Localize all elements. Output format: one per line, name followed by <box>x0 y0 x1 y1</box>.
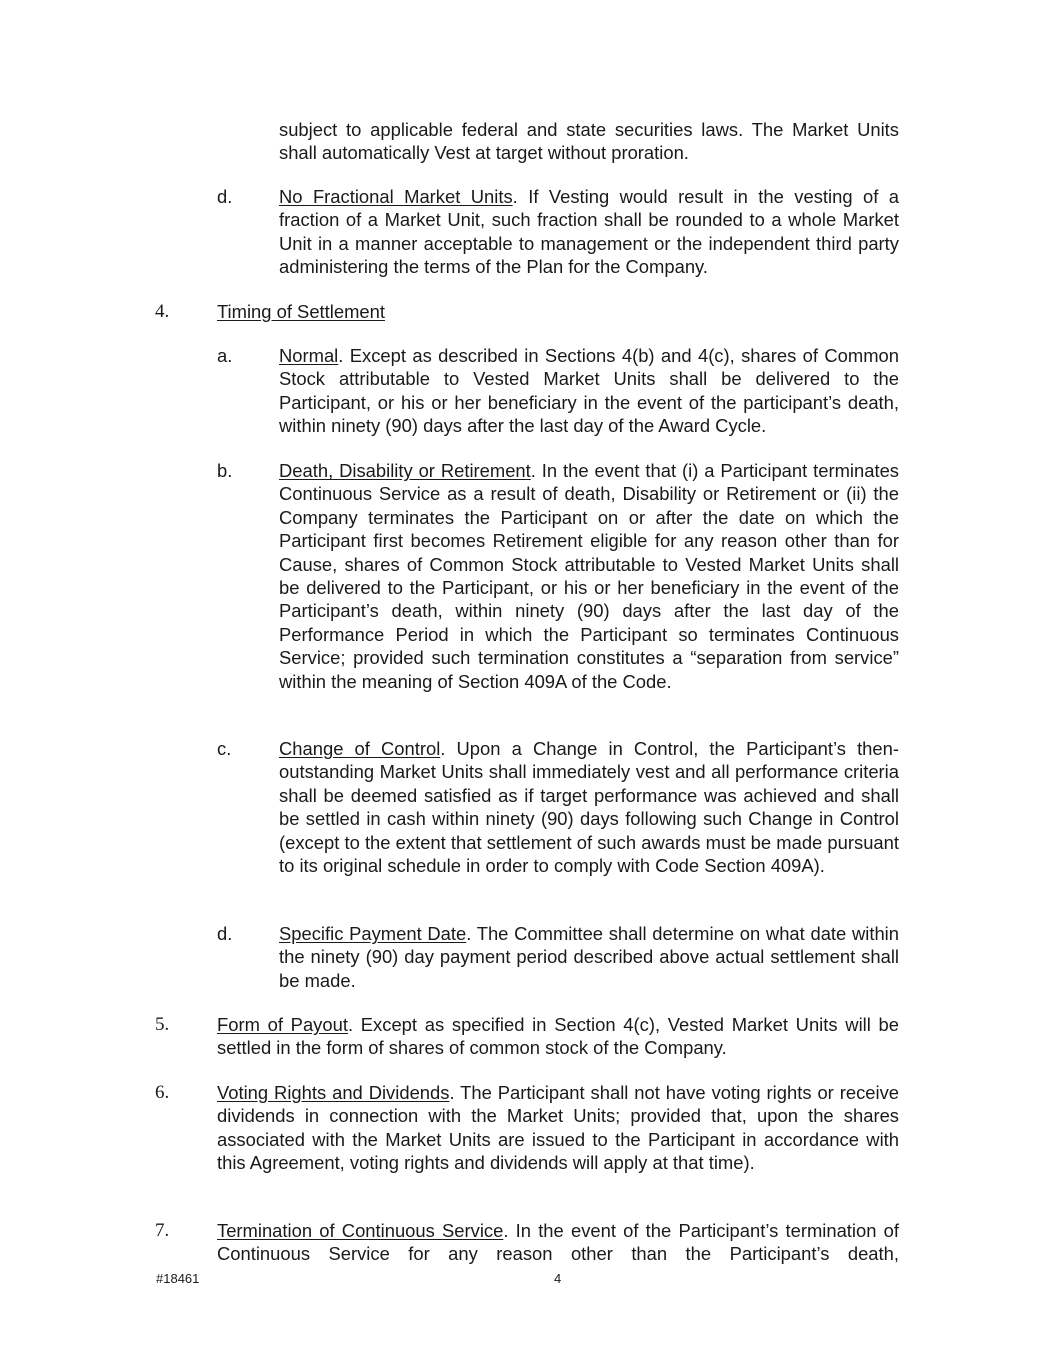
item-4a-title: Normal <box>279 345 339 366</box>
section-4-heading <box>217 300 899 323</box>
section-5-paragraph: Form of Payout. Except as specified in Section 4(c), Vested Market Units will be settled in the form of shares of common stock of the Company. <box>217 1014 900 1059</box>
section-4-number: 4. <box>155 301 170 322</box>
section-6-title: Voting Rights and Dividends <box>217 1082 450 1103</box>
continuation-paragraph: subject to applicable federal and state securities laws. The Market Units shall automatically Vest at target without proration. <box>279 119 899 164</box>
item-4a-label: a. <box>217 345 233 366</box>
item-4c-paragraph: Change of Control. Upon a Change in Control, the Participant’s then-outstanding Market Units shall immediately vest and all performance criteria shall be deemed satisfied as if target performance was achieved and shall be settled in cash within ninety (90) days following such Change in Control (except to the extent that settlement of such awards must be made pursuant to its original schedule in order to comply with Code Section 409A). <box>279 738 899 877</box>
item-3d-title: No Fractional Market Units <box>279 186 513 207</box>
item-4d-title: Specific Payment Date <box>279 923 467 944</box>
item-4b-paragraph: Death, Disability or Retirement. In the event that (i) a Participant terminates Continuous Service as a result of death, Disability or Retirement or (ii) the Company terminates the Participant on or after the date on which the Participant first becomes Retirement eligible for any reason other than for Cause, shares of Common Stock attributable to Vested Market Units shall be delivered to the Participant, or his or her beneficiary in the event of the Participant’s death, within ninety (90) days after the last day of the Performance Period in which the Participant so terminates Continuous Service; provided such termination constitutes a “separation from service” within the meaning of Section 409A of the Code. <box>279 460 900 692</box>
section-7-number: 7. <box>155 1220 170 1241</box>
section-7-title: Termination of Continuous Service <box>217 1220 504 1241</box>
section-4-title: Timing of Settlement <box>217 301 385 322</box>
section-6-number: 6. <box>155 1082 170 1103</box>
document-id: #18461 <box>156 1271 200 1286</box>
item-4b-label: b. <box>217 460 233 481</box>
section-7-paragraph: Termination of Continuous Service. In the event of the Participant’s termination of Continuous Service for any reason other than the Participant’s death, <box>217 1220 899 1265</box>
item-4d-label: d. <box>217 923 233 944</box>
item-4b-title: Death, Disability or Retirement <box>279 460 531 481</box>
section-5-number: 5. <box>155 1014 170 1035</box>
item-3d-label: d. <box>217 186 233 207</box>
item-4c-label: c. <box>217 738 232 759</box>
item-4d-paragraph: Specific Payment Date. The Committee shall determine on what date within the ninety (90) day payment period described above actual settlement shall be made. <box>279 923 899 991</box>
item-3d-paragraph: No Fractional Market Units. If Vesting would result in the vesting of a fraction of a Market Unit, such fraction shall be rounded to a whole Market Unit in a manner acceptable to management or the independent third party administering the terms of the Plan for the Company. <box>279 186 899 278</box>
page-number: 4 <box>554 1271 562 1286</box>
section-5-title: Form of Payout <box>217 1014 348 1035</box>
item-4a-paragraph: Normal. Except as described in Sections 4(b) and 4(c), shares of Common Stock attributable to Vested Market Units shall be delivered to the Participant, or his or her beneficiary in the event of the participant’s death, within ninety (90) days after the last day of the Award Cycle. <box>279 345 899 437</box>
section-6-paragraph: Voting Rights and Dividends. The Participant shall not have voting rights or receive dividends in connection with the Market Units; provided that, upon the shares associated with the Market Units are issued to the Participant in accordance with this Agreement, voting rights and dividends will apply at that time). <box>217 1082 899 1174</box>
item-4c-title: Change of Control <box>279 738 441 759</box>
